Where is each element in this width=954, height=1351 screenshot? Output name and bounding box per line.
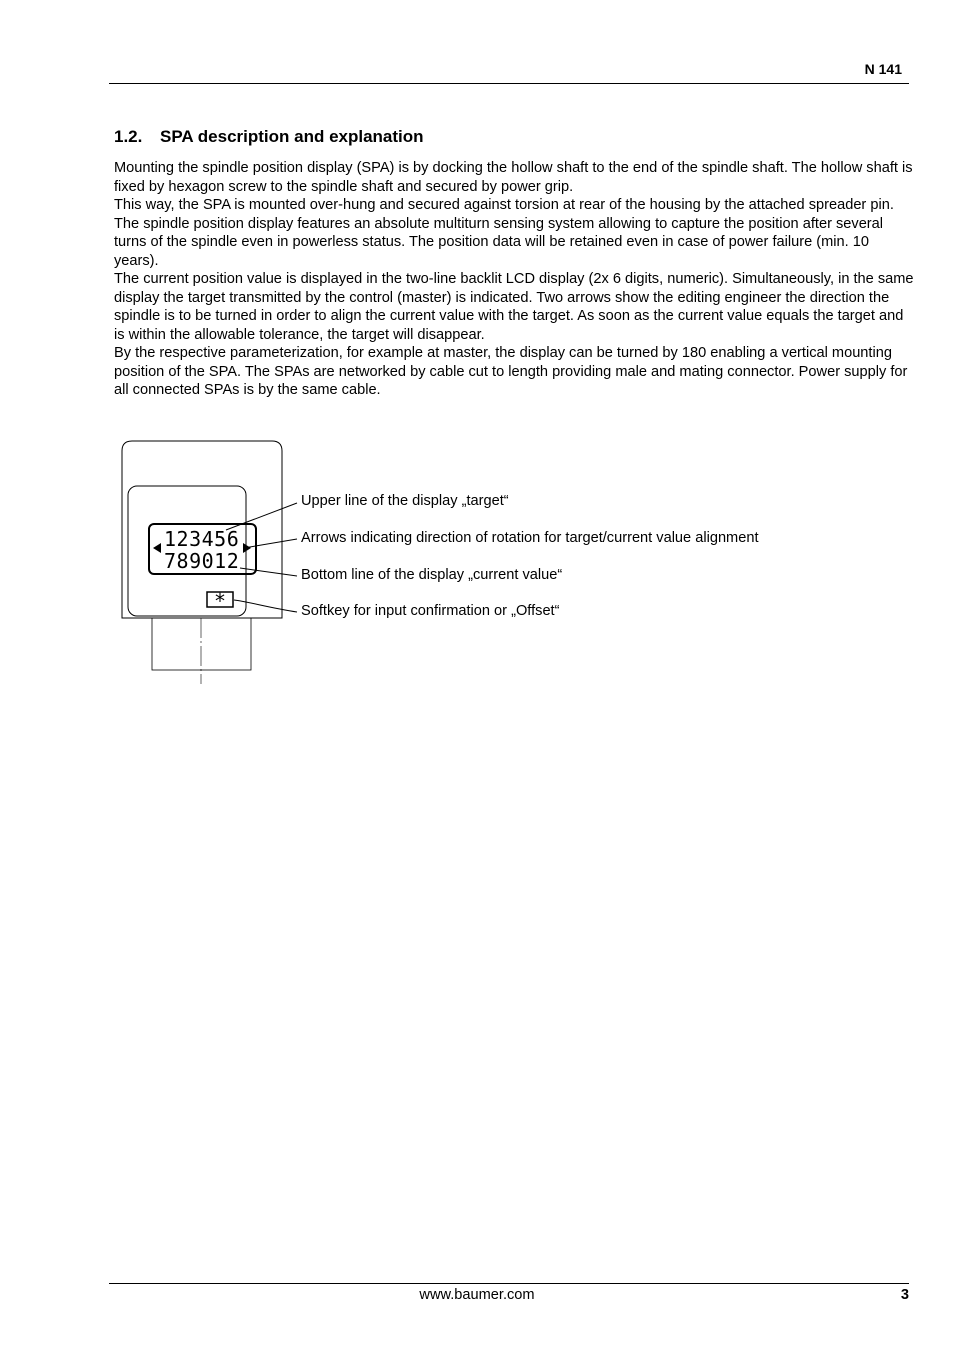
callout-arrows: Arrows indicating direction of rotation for target/current value alignment (301, 530, 759, 546)
callout-upper-line: Upper line of the display „target“ (301, 493, 509, 509)
body-text (114, 159, 914, 400)
paragraph-lcd-display: The current position value is displayed in the two-line backlit LCD display (2x 6 digits, numeric). Simultaneously, in the same display the target transmitted by the control (master) is indicated. Two arrows show the editing engineer the direction the spindle is to be turned in order to align the current value with the target. As soon as the current value equals the target and is within the allowable tolerance, the target will disappear. (114, 271, 914, 343)
arrow-left-icon (153, 543, 161, 553)
paragraph-torsion: This way, the SPA is mounted over-hung and secured against torsion at rear of the housing by the attached spreader pin. The spindle position display features an absolute multiturn sensing system allowing to capture the position after several turns of the spindle even in powerless status. The position data will be retained even in case of power failure (min. 10 years). (114, 197, 894, 269)
section-number: 1.2. (114, 127, 143, 146)
leader-upper-line (226, 503, 297, 530)
shaft (152, 618, 251, 670)
softkey-symbol: * (215, 589, 225, 613)
header-rule (109, 83, 909, 84)
callout-bottom-line: Bottom line of the display „current value“ (301, 567, 563, 583)
document-code: N 141 (864, 61, 902, 77)
footer-url: www.baumer.com (419, 1287, 535, 1303)
section-title: SPA description and explanation (160, 127, 424, 146)
leader-softkey (234, 600, 297, 612)
leader-arrows (244, 539, 297, 548)
footer-rule (109, 1283, 909, 1284)
lcd-line-bottom: 789012 (164, 549, 240, 573)
paragraph-mounting: Mounting the spindle position display (SPA) is by docking the hollow shaft to the end of the spindle shaft. The hollow shaft is fixed by hexagon screw to the spindle shaft and secured by power grip. (114, 160, 913, 195)
paragraph-parameterization: By the respective parameterization, for example at master, the display can be turned by 180 enabling a vertical mounting position of the SPA. The SPAs are networked by cable cut to length providing male and mating connector. Power supply for all connected SPAs is by the same cable. (114, 345, 908, 398)
spa-device-drawing (110, 436, 810, 686)
callout-softkey: Softkey for input confirmation or „Offset“ (301, 603, 560, 619)
section-heading (114, 127, 424, 147)
page-number: 3 (900, 1287, 909, 1303)
spa-figure (110, 436, 810, 686)
lcd-line-top: 123456 (164, 527, 240, 551)
